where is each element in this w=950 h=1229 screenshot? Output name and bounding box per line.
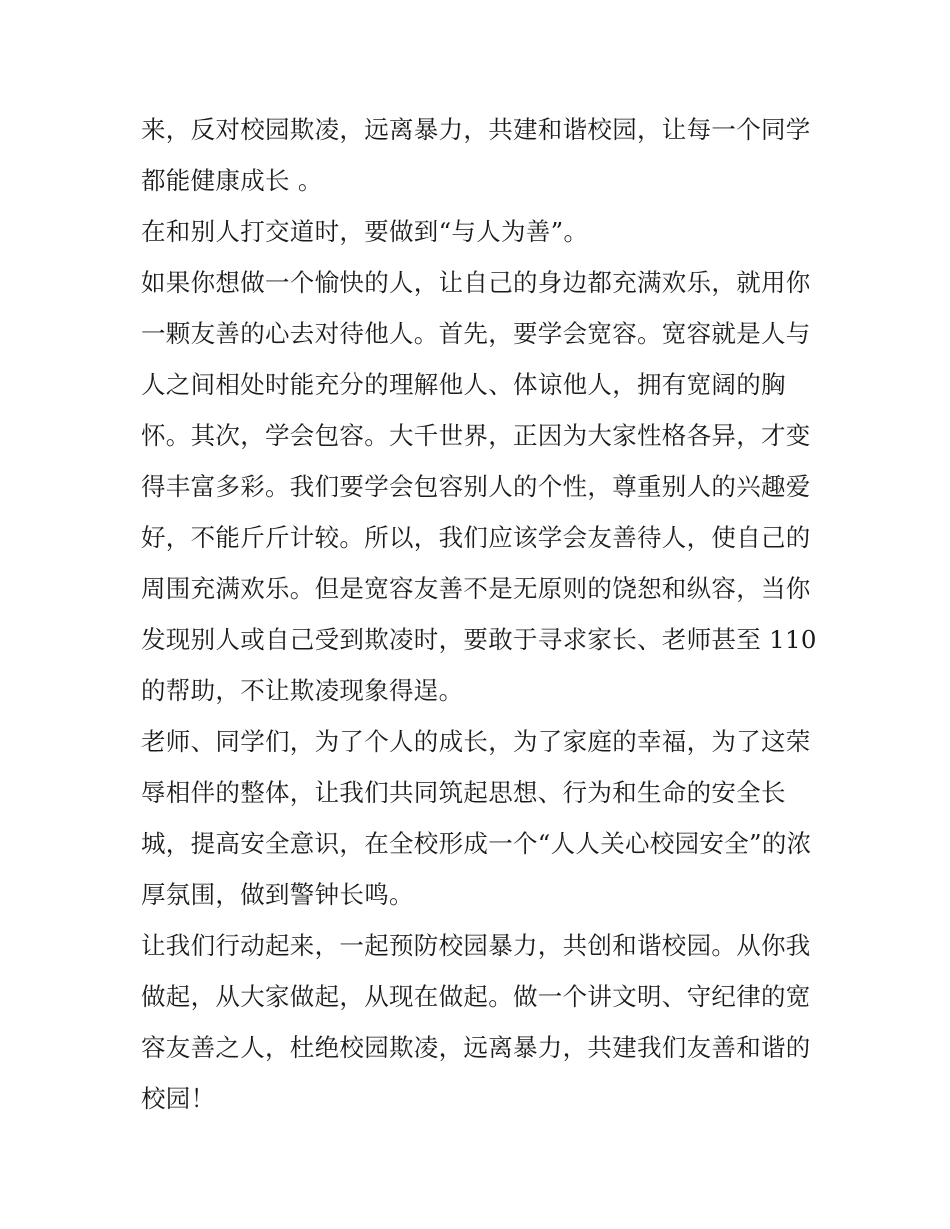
text-line: 的帮助，不让欺凌现象得逞。: [141, 676, 464, 705]
text-line: 都能健康成长 。: [141, 166, 323, 195]
text-line: 来，反对校园欺凌，远离暴力，共建和谐校园，让每一个同学: [141, 115, 811, 144]
text-line: 校园！: [141, 1084, 216, 1113]
document-body: [141, 104, 817, 1124]
text-line: 在和别人打交道时，要做到“与人为善”。: [141, 217, 589, 246]
text-line: 好，不能斤斤计较。所以，我们应该学会友善待人，使自己的: [141, 523, 811, 552]
text-line: 怀。其次，学会包容。大千世界，正因为大家性格各异，才变: [141, 421, 811, 450]
text-line: 让我们行动起来，一起预防校园暴力，共创和谐校园。从你我: [141, 931, 811, 960]
text-line: 一颗友善的心去对待他人。首先，要学会宽容。宽容就是人与: [141, 319, 811, 348]
text-line: 厚氛围，做到警钟长鸣。: [141, 880, 414, 909]
text-line: 城，提高安全意识，在全校形成一个“人人关心校园安全”的浓: [141, 829, 812, 858]
text-line: 容友善之人，杜绝校园欺凌，远离暴力，共建我们友善和谐的: [141, 1033, 811, 1062]
text-line: 发现别人或自己受到欺凌时，要敢于寻求家长、老师甚至 110: [141, 625, 817, 654]
text-line: 人之间相处时能充分的理解他人、体谅他人，拥有宽阔的胸: [141, 370, 786, 399]
text-line: 做起，从大家做起，从现在做起。做一个讲文明、守纪律的宽: [141, 982, 811, 1011]
text-line: 辱相伴的整体，让我们共同筑起思想、行为和生命的安全长: [141, 778, 786, 807]
text-line: 周围充满欢乐。但是宽容友善不是无原则的饶恕和纵容，当你: [141, 574, 811, 603]
text-line: 如果你想做一个愉快的人，让自己的身边都充满欢乐，就用你: [141, 268, 811, 297]
text-line: 得丰富多彩。我们要学会包容别人的个性，尊重别人的兴趣爱: [141, 472, 811, 501]
text-line: 老师、同学们，为了个人的成长，为了家庭的幸福，为了这荣: [141, 727, 811, 756]
